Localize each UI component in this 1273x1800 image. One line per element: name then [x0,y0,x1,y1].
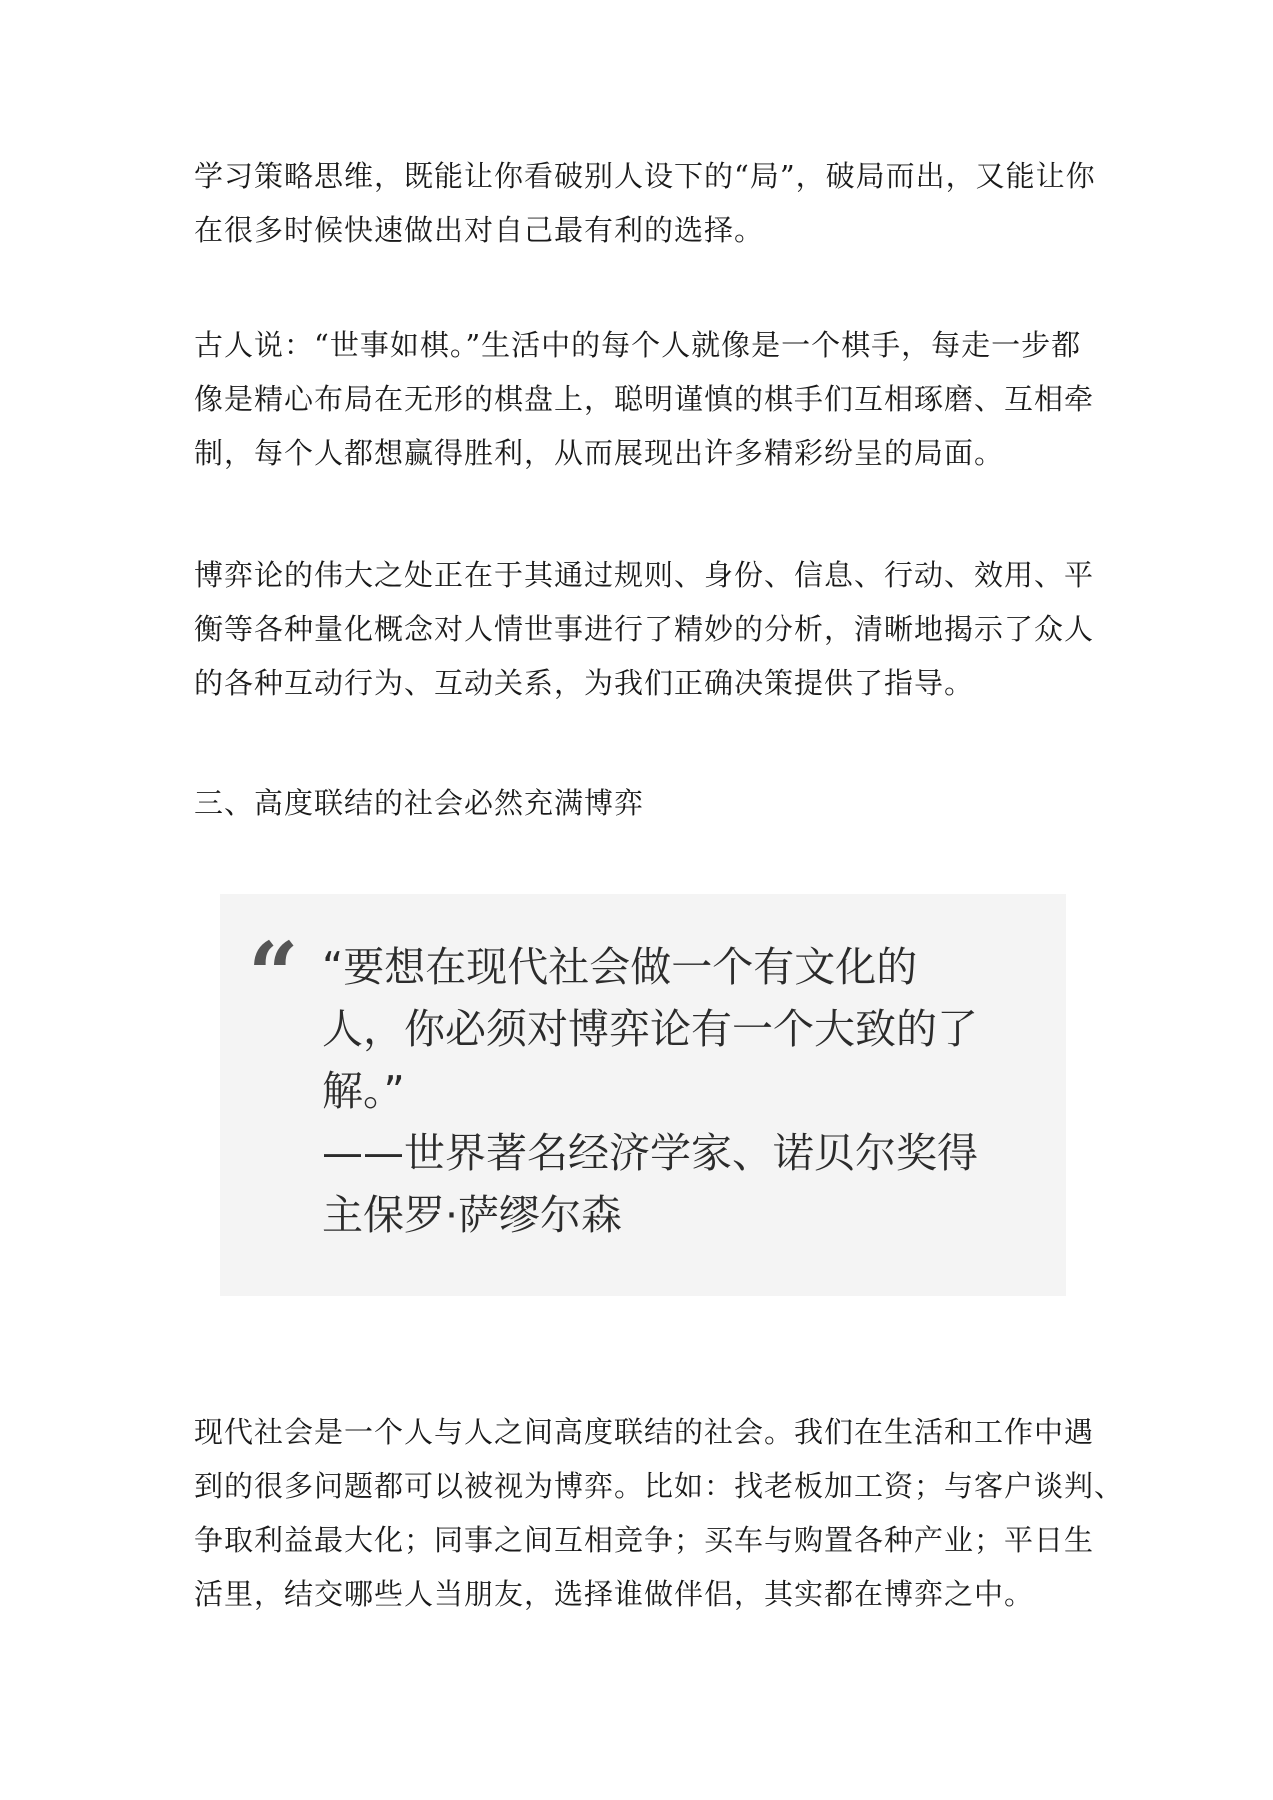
text-line: 制，每个人都想赢得胜利，从而展现出许多精彩纷呈的局面。 [194,436,1005,470]
text-line: 学习策略思维，既能让你看破别人设下的“局”，破局而出，又能让你 [194,159,1096,193]
quote-block [220,894,1066,1296]
paragraph-strategic-thinking [194,149,1094,257]
paragraph-life-like-chess [194,318,1094,480]
quote-line: 人，你必须对博弈论有一个大致的了 [322,1005,978,1053]
quote-mark-icon: “ [248,922,299,1026]
text-line: 在很多时候快速做出对自己最有利的选择。 [194,213,765,247]
text-line: 到的很多问题都可以被视为博弈。比如：找老板加工资；与客户谈判、 [194,1469,1125,1503]
text-line: 古人说：“世事如棋。”生活中的每个人就像是一个棋手，每走一步都 [194,328,1082,362]
text-line: 活里，结交哪些人当朋友，选择谁做伴侣，其实都在博弈之中。 [194,1577,1035,1611]
paragraph-modern-society [194,1405,1125,1621]
text-line: 的各种互动行为、互动关系，为我们正确决策提供了指导。 [194,666,975,700]
quote-line: 解。” [322,1067,405,1115]
text-line: 争取利益最大化；同事之间互相竞争；买车与购置各种产业；平日生 [194,1523,1095,1557]
section-heading: 三、高度联结的社会必然充满博弈 [194,786,645,820]
text-line: 博弈论的伟大之处正在于其通过规则、身份、信息、行动、效用、平 [194,558,1095,592]
text-line: 像是精心布局在无形的棋盘上，聪明谨慎的棋手们互相琢磨、互相牵 [194,382,1095,416]
paragraph-game-theory-greatness [194,548,1094,710]
quote-attribution: ——世界著名经济学家、诺贝尔奖得 [322,1129,978,1177]
text-line: 现代社会是一个人与人之间高度联结的社会。我们在生活和工作中遇 [194,1415,1095,1449]
quote-line: “要想在现代社会做一个有文化的 [322,943,918,991]
quote-text [322,936,1052,1246]
quote-attribution: 主保罗·萨缪尔森 [322,1191,623,1239]
text-line: 衡等各种量化概念对人情世事进行了精妙的分析，清晰地揭示了众人 [194,612,1095,646]
